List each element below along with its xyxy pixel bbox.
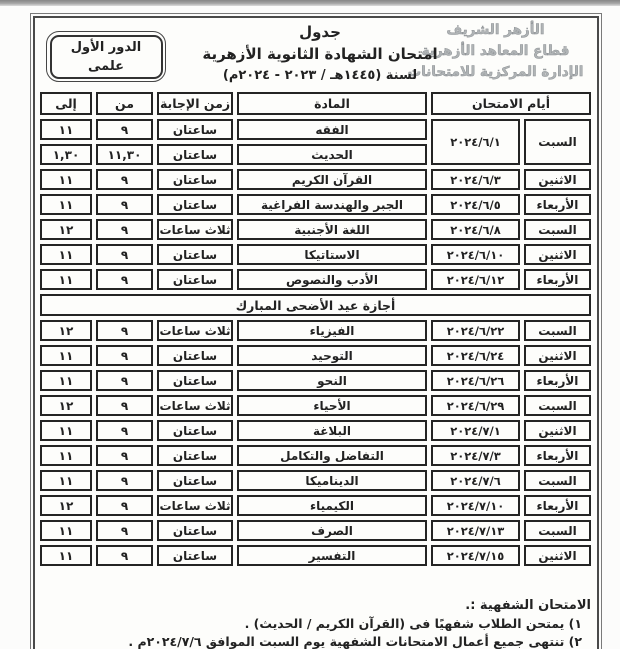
table-row — [40, 420, 591, 441]
duration-cell: ساعتان — [157, 345, 233, 366]
subject-cell: الديناميكا — [237, 470, 427, 491]
day-cell: الاثنين — [524, 420, 591, 441]
subject-cell: الأدب والنصوص — [237, 269, 427, 290]
day-cell: الأربعاء — [524, 269, 591, 290]
date-cell: ٢٠٢٤/٦/١ — [431, 119, 520, 165]
date-cell: ٢٠٢٤/٦/٢٤ — [431, 345, 520, 366]
duration-cell: ساعتان — [157, 520, 233, 541]
to-cell: ١١ — [40, 194, 92, 215]
day-cell: السبت — [524, 119, 591, 165]
duration-cell: ثلاث ساعات — [157, 320, 233, 341]
from-cell: ٩ — [96, 545, 153, 566]
exam-table-body — [40, 119, 591, 566]
table-row — [40, 320, 591, 341]
subject-cell: الفيزياء — [237, 320, 427, 341]
subject-cell: الجبر والهندسة الفراغية — [237, 194, 427, 215]
scan-artifact-band — [0, 0, 620, 6]
document-title — [195, 21, 445, 86]
day-cell: الأربعاء — [524, 194, 591, 215]
subject-cell: التوحيد — [237, 345, 427, 366]
date-cell: ٢٠٢٤/٦/٨ — [431, 219, 520, 240]
duration-cell: ساعتان — [157, 194, 233, 215]
subject-cell: القرآن الكريم — [237, 169, 427, 190]
duration-cell: ساعتان — [157, 244, 233, 265]
holiday-row — [40, 294, 591, 316]
day-cell: السبت — [524, 219, 591, 240]
date-cell: ٢٠٢٤/٦/٣ — [431, 169, 520, 190]
date-cell: ٢٠٢٤/٦/٢٦ — [431, 370, 520, 391]
duration-cell: ثلاث ساعات — [157, 395, 233, 416]
table-row — [40, 520, 591, 541]
from-cell: ٩ — [96, 520, 153, 541]
date-cell: ٢٠٢٤/٧/١ — [431, 420, 520, 441]
from-cell: ٩ — [96, 219, 153, 240]
org-line-2: قطاع المعاهد الأزهرية — [421, 43, 570, 59]
round-badge-inner — [50, 35, 163, 79]
to-cell: ١١ — [40, 169, 92, 190]
duration-cell: ساعتان — [157, 119, 233, 140]
duration-cell: ثلاث ساعات — [157, 219, 233, 240]
table-row — [40, 445, 591, 466]
to-cell: ١١ — [40, 244, 92, 265]
date-cell: ٢٠٢٤/٦/١٢ — [431, 269, 520, 290]
date-cell: ٢٠٢٤/٦/٢٢ — [431, 320, 520, 341]
to-cell: ١١ — [40, 119, 92, 140]
duration-cell: ساعتان — [157, 144, 233, 165]
duration-cell: ساعتان — [157, 269, 233, 290]
table-row — [40, 244, 591, 265]
subject-cell: الحديث — [237, 144, 427, 165]
title-year: لسنة (١٤٤٥هـ / ٢٠٢٣ - ٢٠٢٤م) — [222, 68, 418, 83]
date-cell: ٢٠٢٤/٧/٦ — [431, 470, 520, 491]
from-cell: ٩ — [96, 119, 153, 140]
day-cell: الأربعاء — [524, 370, 591, 391]
from-cell: ٩ — [96, 370, 153, 391]
subject-cell: الصرف — [237, 520, 427, 541]
subject-cell: النحو — [237, 370, 427, 391]
to-cell: ١١ — [40, 269, 92, 290]
table-header-row — [40, 92, 591, 115]
from-cell: ١١,٣٠ — [96, 144, 153, 165]
to-cell: ١١ — [40, 370, 92, 391]
round-badge — [46, 31, 166, 82]
header-exam-days: أيام الامتحان — [431, 92, 591, 115]
to-cell: ١١ — [40, 470, 92, 491]
table-row — [40, 194, 591, 215]
to-cell: ١٢ — [40, 395, 92, 416]
subject-cell: التفاضل والتكامل — [237, 445, 427, 466]
from-cell: ٩ — [96, 345, 153, 366]
date-cell: ٢٠٢٤/٧/٣ — [431, 445, 520, 466]
from-cell: ٩ — [96, 470, 153, 491]
from-cell: ٩ — [96, 244, 153, 265]
round-badge-line1: الدور الأول — [70, 39, 142, 55]
day-cell: السبت — [524, 470, 591, 491]
to-cell: ١٢ — [40, 219, 92, 240]
date-cell: ٢٠٢٤/٦/٥ — [431, 194, 520, 215]
from-cell: ٩ — [96, 395, 153, 416]
duration-cell: ساعتان — [157, 420, 233, 441]
from-cell: ٩ — [96, 320, 153, 341]
table-row — [40, 495, 591, 516]
day-cell: السبت — [524, 320, 591, 341]
subject-cell: الاستاتيكا — [237, 244, 427, 265]
header-subject: المادة — [237, 92, 427, 115]
day-cell: الاثنين — [524, 244, 591, 265]
to-cell: ١١ — [40, 545, 92, 566]
from-cell: ٩ — [96, 269, 153, 290]
table-row — [40, 470, 591, 491]
to-cell: ١٢ — [40, 495, 92, 516]
subject-cell: الفقه — [237, 119, 427, 140]
to-cell: ١٢ — [40, 320, 92, 341]
org-line-3: الإدارة المركزية للامتحانات — [407, 64, 584, 80]
table-row — [40, 345, 591, 366]
day-cell: السبت — [524, 520, 591, 541]
day-cell: الأربعاء — [524, 495, 591, 516]
duration-cell: ساعتان — [157, 470, 233, 491]
subject-cell: الكيمياء — [237, 495, 427, 516]
title-word: جدول — [299, 23, 341, 41]
round-badge-line2: علمى — [87, 58, 125, 74]
table-row — [40, 119, 591, 140]
date-cell: ٢٠٢٤/٦/١٠ — [431, 244, 520, 265]
subject-cell: اللغة الأجنبية — [237, 219, 427, 240]
table-row — [40, 395, 591, 416]
table-row — [40, 219, 591, 240]
table-row — [40, 269, 591, 290]
from-cell: ٩ — [96, 420, 153, 441]
oral-exam-notes — [45, 597, 591, 649]
note-item-1: ١) يمتحن الطلاب شفهيًا فى (القرآن الكريم / الحديث) . — [244, 616, 582, 631]
subject-cell: التفسير — [237, 545, 427, 566]
table-row — [40, 370, 591, 391]
org-line-1: الأزهر الشريف — [446, 22, 545, 38]
to-cell: ١١ — [40, 445, 92, 466]
day-cell: الاثنين — [524, 169, 591, 190]
duration-cell: ساعتان — [157, 545, 233, 566]
to-cell: ١,٣٠ — [40, 144, 92, 165]
date-cell: ٢٠٢٤/٦/٢٩ — [431, 395, 520, 416]
subject-cell: البلاغة — [237, 420, 427, 441]
header-from: من — [96, 92, 153, 115]
day-cell: السبت — [524, 395, 591, 416]
duration-cell: ساعتان — [157, 445, 233, 466]
duration-cell: ساعتان — [157, 370, 233, 391]
from-cell: ٩ — [96, 445, 153, 466]
from-cell: ٩ — [96, 169, 153, 190]
subject-cell: الأحياء — [237, 395, 427, 416]
day-cell: الاثنين — [524, 345, 591, 366]
header-to: إلى — [40, 92, 92, 115]
from-cell: ٩ — [96, 495, 153, 516]
date-cell: ٢٠٢٤/٧/١٠ — [431, 495, 520, 516]
exam-schedule-table — [36, 88, 595, 570]
duration-cell: ثلاث ساعات — [157, 495, 233, 516]
date-cell: ٢٠٢٤/٧/١٣ — [431, 520, 520, 541]
title-exam-name: امتحان الشهادة الثانوية الأزهرية — [202, 45, 438, 63]
to-cell: ١١ — [40, 345, 92, 366]
table-row — [40, 169, 591, 190]
date-cell: ٢٠٢٤/٧/١٥ — [431, 545, 520, 566]
holiday-cell: أجازة عيد الأضحى المبارك — [40, 294, 591, 316]
notes-title: الامتحان الشفهية :. — [465, 598, 591, 613]
day-cell: الاثنين — [524, 545, 591, 566]
table-row — [40, 545, 591, 566]
to-cell: ١١ — [40, 420, 92, 441]
day-cell: الأربعاء — [524, 445, 591, 466]
to-cell: ١١ — [40, 520, 92, 541]
document-frame — [33, 16, 599, 649]
from-cell: ٩ — [96, 194, 153, 215]
note-item-2: ٢) تنتهى جميع أعمال الامتحانات الشفهية يوم السبت الموافق ٢٠٢٤/٧/٦م . — [128, 633, 582, 649]
duration-cell: ساعتان — [157, 169, 233, 190]
header-duration: زمن الإجابة — [157, 92, 233, 115]
